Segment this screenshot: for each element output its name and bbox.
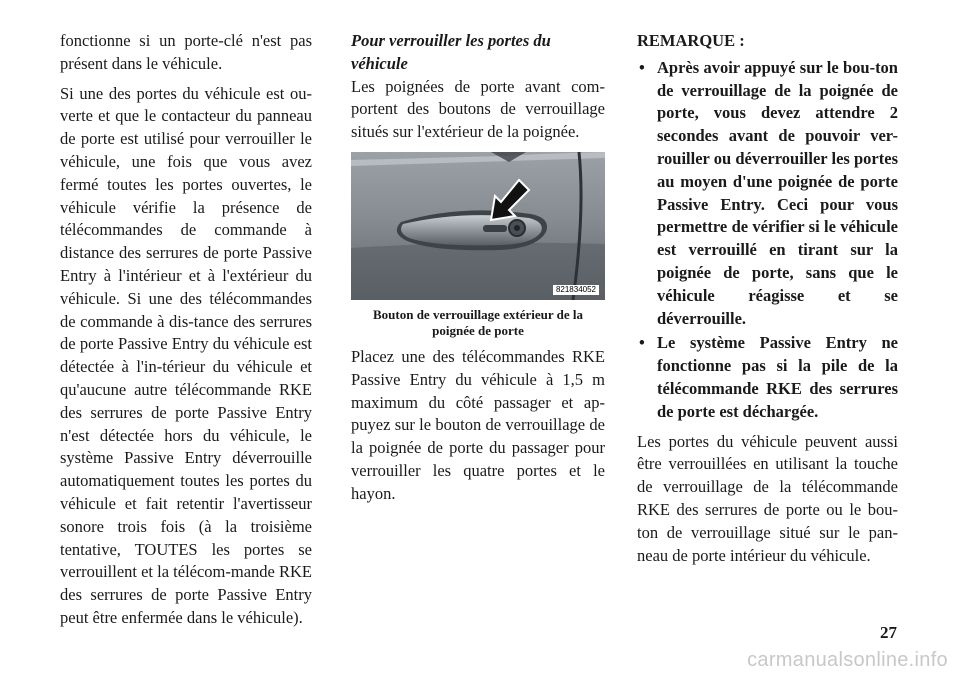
bullet-icon: • [639,57,645,77]
list-item [637,332,898,423]
list-item [637,57,898,331]
section-heading: Pour verrouiller les portes du véhicule [351,31,551,73]
note-text: Le système Passive Entry ne fonctionne pas si la pile de la télécommande RKE des serrures de porte est déchargée. [657,333,898,421]
column-right [637,30,898,567]
column-middle [351,30,605,506]
page-number: 27 [880,623,897,642]
note-label: REMARQUE : [637,31,745,50]
paragraph: Si une des portes du véhicule est ou-verte et que le contacteur du panneau de porte est utilisé pour verrouiller le véhicule, une fois que vous avez fermé toutes les portes ouvertes, le véhicule vérifie la présence de télécommandes de commande à distance des serrures de porte Passive Entry à l'intérieur et à l'extérieur du véhicule. Si une des télécommandes de commande à dis-tance des serrures de porte Passive Entry du véhicule est détectée à l'in-térieur du véhicule et qu'aucune autre télécommande RKE des serrures de porte Passive Entry n'est détectée hors du véhicule, le système Passive Entry déverrouille automatiquement toutes les portes du véhicule et fait retentir l'avertisseur sonore trois fois (à la troisième tentative, TOUTES les portes se verrouillent et la télécom-mande RKE des serrures de porte Passive Entry peut être enfermée dans le véhicule). [60,83,312,627]
figure-code: 821834052 [553,285,599,295]
note-list [637,57,898,424]
bullet-icon: • [639,333,645,353]
paragraph: Placez une des télécommandes RKE Passive Entry du véhicule à 1,5 m maximum du côté passager et ap-puyez sur le bouton de verrouillage de la poignée de porte du passager pour verrouiller les quatre portes et le hayon. [351,346,605,503]
note-text: Après avoir appuyé sur le bou-ton de verrouillage de la poignée de porte, vous devez attendre 2 secondes avant de pouvoir ver-rouiller ou déverrouiller les portes au moyen d'une poignée de porte Passive Entry. Ceci pour vous permettre de vérifier si le véhicule est verrouillé en tirant sur la poignée de porte, sans que le véhicule réagisse et se déverrouille. [657,57,898,328]
paragraph: Les portes du véhicule peuvent aussi être verrouillées en utilisant la touche de verrouillage de la télécommande RKE des serrures de porte ou le bou-ton de verrouillage situé sur le pan-neau de porte intérieur du véhicule. [637,431,898,565]
watermark: carmanualsonline.info [747,649,948,671]
door-handle-photo [351,152,605,300]
paragraph: Les poignées de porte avant com-portent des boutons de verrouillage situés sur l'extérieur de la poignée. [351,76,605,142]
paragraph: fonctionne si un porte-clé n'est pas présent dans le véhicule. [60,31,312,73]
column-left [60,30,312,630]
door-handle-illustration [351,152,605,300]
figure-caption: Bouton de verrouillage extérieur de la poignée de porte [372,306,584,338]
